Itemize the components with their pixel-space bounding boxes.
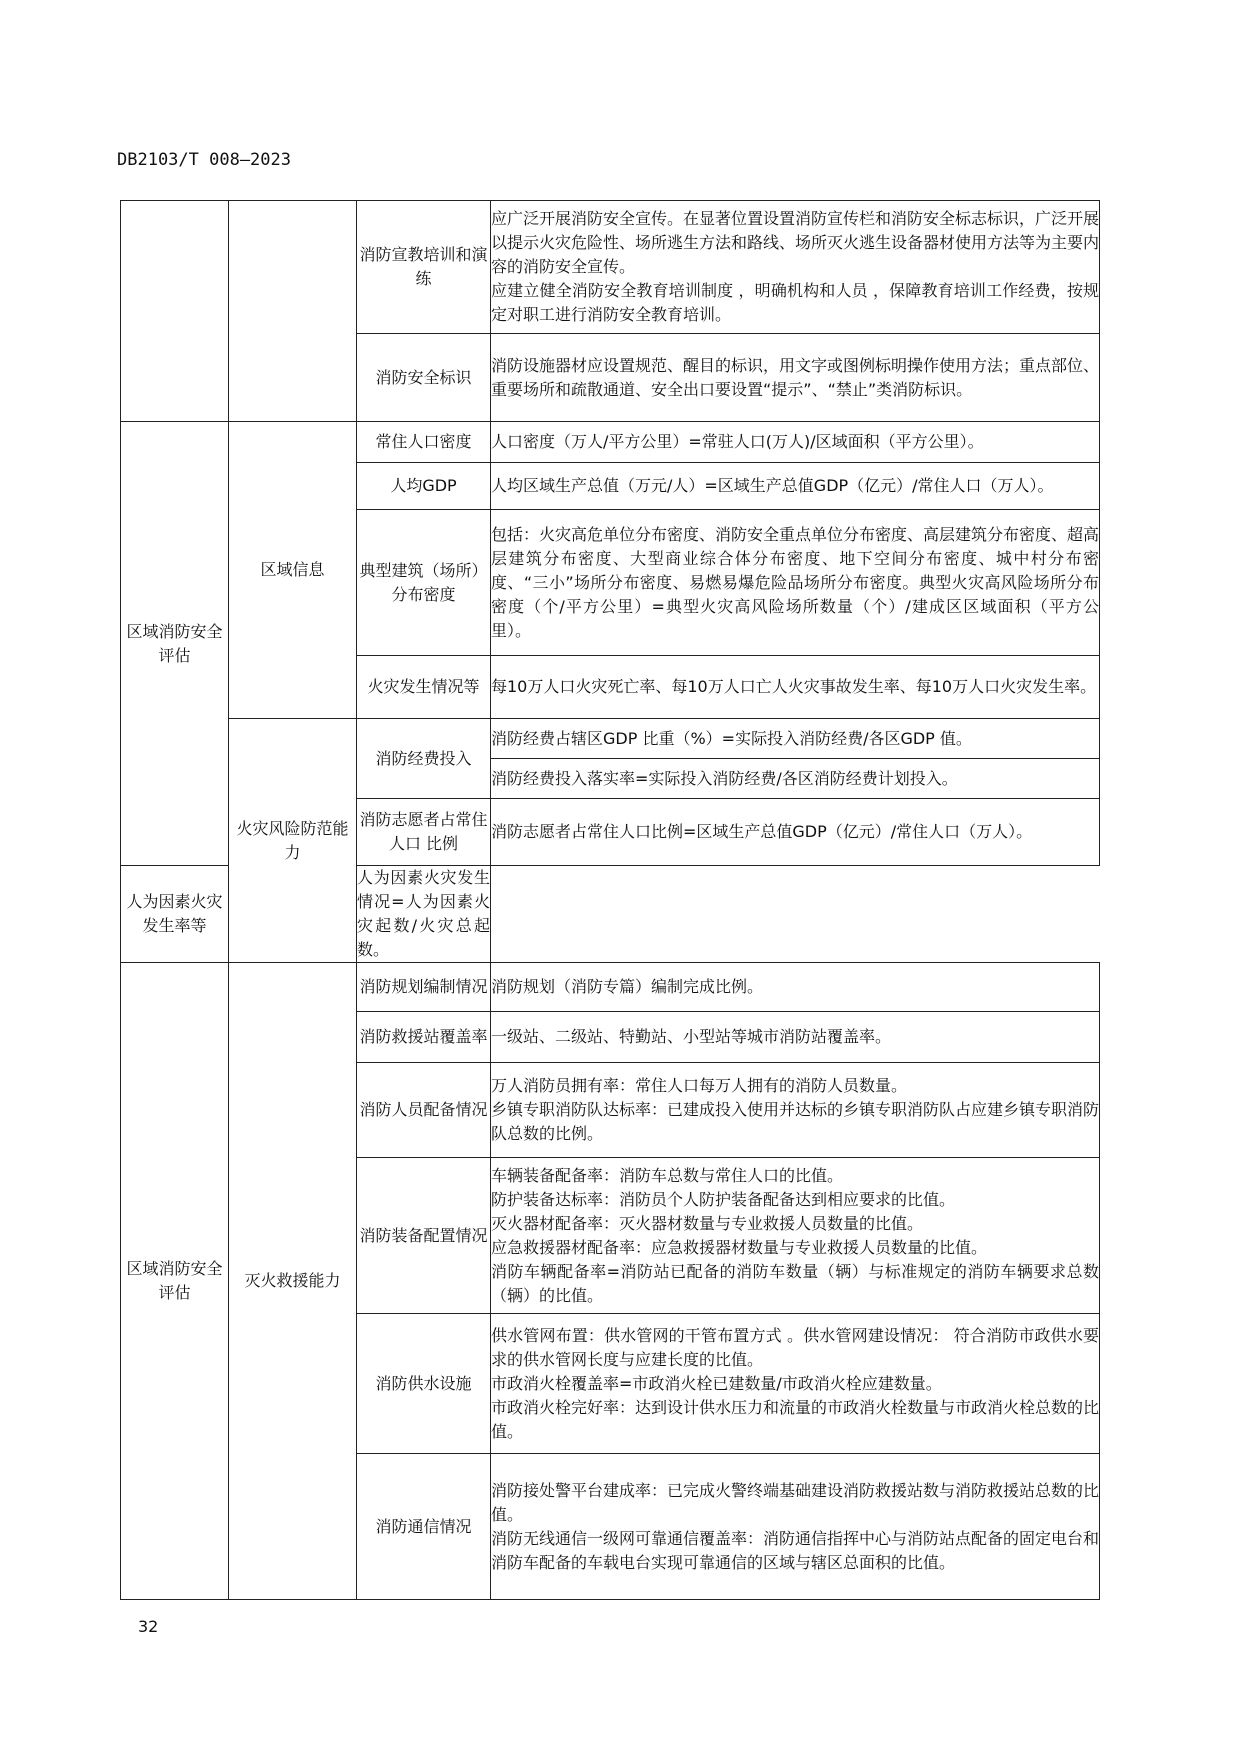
item-description: [491, 1063, 1100, 1158]
item-label: 消防通信情况: [357, 1454, 491, 1600]
group-cell-empty: [229, 201, 357, 422]
item-description: [491, 201, 1100, 334]
description-line: 消防设施器材应设置规范、醒目的标识，用文字或图例标明操作使用方法；重点部位、重要场所和疏散通道、安全出口要设置“提示”、“禁止”类消防标识。: [491, 355, 1100, 399]
table-row: [121, 201, 1100, 334]
page-number: 32: [138, 1617, 159, 1636]
item-description: [491, 1158, 1100, 1314]
item-description: 每10万人口火灾死亡率、每10万人口亡人火灾事故发生率、每10万人口火灾发生率。: [491, 656, 1100, 719]
item-label: 消防志愿者占常住人口 比例: [357, 799, 491, 866]
item-label: 消防经费投入: [357, 719, 491, 799]
item-description: 人口密度（万人/平方公里）=常驻人口(万人)/区域面积（平方公里）。: [491, 422, 1100, 463]
item-label: 消防装备配置情况: [357, 1158, 491, 1314]
evaluation-table: [120, 200, 1100, 1600]
item-description: [491, 963, 1100, 1012]
description-line: 灭火器材配备率：灭火器材数量与专业救援人员数量的比值。: [491, 1213, 924, 1233]
description-line: 供水管网布置：供水管网的干管布置方式 。供水管网建设情况： 符合消防市政供水要求的供水管网长度与应建长度的比值。: [491, 1325, 1099, 1369]
item-description: 人为因素火灾发生情况=人为因素火灾起数/火灾总起数。: [357, 866, 491, 963]
group-cell: 灭火救援能力: [229, 963, 357, 1600]
category-cell: 区域消防安全评估: [121, 963, 229, 1600]
description-line: 市政消火栓覆盖率=市政消火栓已建数量/市政消火栓应建数量。: [491, 1373, 942, 1393]
description-line: 消防无线通信一级网可靠通信覆盖率：消防通信指挥中心与消防站点配备的固定电台和消防车配备的车载电台实现可靠通信的区域与辖区总面积的比值。: [491, 1528, 1100, 1572]
description-line: 消防规划（消防专篇）编制完成比例。: [491, 977, 764, 996]
description-line: 消防接处警平台建成率：已完成火警终端基础建设消防救援站数与消防救援站总数的比值。: [491, 1480, 1100, 1524]
item-description: 消防经费占辖区GDP 比重（%）=实际投入消防经费/各区GDP 值。: [491, 719, 1100, 759]
item-label: 消防供水设施: [357, 1314, 491, 1454]
item-label: 典型建筑（场所）分布密度: [357, 510, 491, 656]
item-label: 消防规划编制情况: [357, 963, 491, 1012]
category-cell: 区域消防安全评估: [121, 422, 229, 866]
description-line: 一级站、二级站、特勤站、小型站等城市消防站覆盖率。: [491, 1027, 892, 1046]
item-label: 消防宣教培训和演练: [357, 201, 491, 334]
item-description: [491, 1454, 1100, 1600]
item-description: [491, 334, 1100, 422]
item-description: 人均区域生产总值（万元/人）=区域生产总值GDP（亿元）/常住人口（万人）。: [491, 463, 1100, 510]
item-label: 消防安全标识: [357, 334, 491, 422]
item-description: 包括：火灾高危单位分布密度、消防安全重点单位分布密度、高层建筑分布密度、超高层建筑分布密度、大型商业综合体分布密度、地下空间分布密度、城中村分布密度、“三小”场所分布密度、易燃易爆危险品场所分布密度。典型火灾高风险场所分布密度（个/平方公里）=典型火灾高风险场所数量（个）/建成区区域面积（平方公里）。: [491, 510, 1100, 656]
document-code: DB2103/T 008—2023: [117, 150, 291, 170]
item-label: 消防人员配备情况: [357, 1063, 491, 1158]
item-label: 人为因素火灾发生率等: [121, 866, 229, 963]
description-line: 市政消火栓完好率：达到设计供水压力和流量的市政消火栓数量与市政消火栓总数的比值。: [491, 1397, 1100, 1441]
description-line: 乡镇专职消防队达标率：已建成投入使用并达标的乡镇专职消防队占应建乡镇专职消防队总数的比例。: [491, 1100, 1100, 1143]
item-label: 火灾发生情况等: [357, 656, 491, 719]
description-line: 应建立健全消防安全教育培训制度 ，明确机构和人员 ，保障教育培训工作经费，按规定对职工进行消防安全教育培训。: [491, 281, 1099, 324]
description-line: 车辆装备配备率：消防车总数与常住人口的比值。: [491, 1165, 844, 1185]
description-line: 防护装备达标率：消防员个人防护装备配备达到相应要求的比值。: [491, 1189, 956, 1209]
table-row: [121, 422, 1100, 463]
group-cell: 火灾风险防范能力: [229, 719, 357, 963]
category-cell-empty: [121, 201, 229, 422]
group-cell: 区域信息: [229, 422, 357, 719]
item-label: 消防救援站覆盖率: [357, 1012, 491, 1063]
item-label: 常住人口密度: [357, 422, 491, 463]
table-row: [121, 719, 1100, 759]
item-description: 消防经费投入落实率=实际投入消防经费/各区消防经费计划投入。: [491, 759, 1100, 799]
item-description: 消防志愿者占常住人口比例=区域生产总值GDP（亿元）/常住人口（万人）。: [491, 799, 1100, 866]
item-description: [491, 1314, 1100, 1454]
item-description: [491, 1012, 1100, 1063]
description-line: 万人消防员拥有率：常住人口每万人拥有的消防人员数量。: [491, 1076, 908, 1095]
table-row: [121, 963, 1100, 1012]
item-label: 人均GDP: [357, 463, 491, 510]
description-line: 应急救援器材配备率：应急救援器材数量与专业救援人员数量的比值。: [491, 1237, 988, 1257]
description-line: 消防车辆配备率=消防站已配备的消防车数量（辆）与标准规定的消防车辆要求总数（辆）的比值。: [491, 1261, 1099, 1305]
description-line: 应广泛开展消防安全宣传。在显著位置设置消防宣传栏和消防安全标志标识，广泛开展以提示火灾危险性、场所逃生方法和路线、场所灭火逃生设备器材使用方法等为主要内容的消防安全宣传。: [491, 209, 1100, 276]
